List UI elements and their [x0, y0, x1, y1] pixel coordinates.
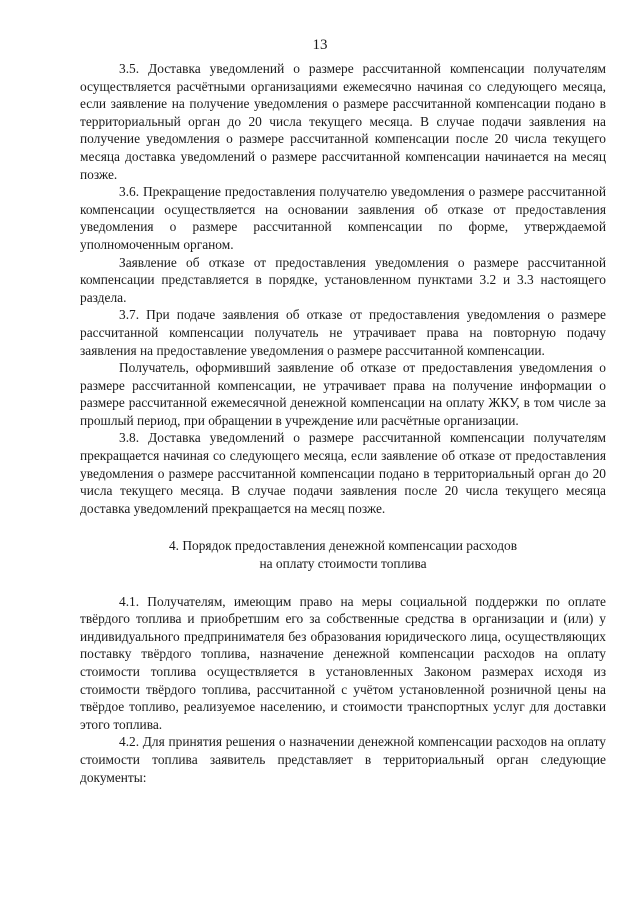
section-heading: [80, 537, 606, 572]
section-heading-line-2: на оплату стоимости топлива: [259, 556, 427, 572]
document-body: [80, 60, 606, 786]
page-number: 13: [312, 37, 328, 53]
paragraph-3-6-refusal: Заявление об отказе от предоставления уведомления о размере рассчитанной компенсации представляется в порядке, установленном пунктами 3.2 и 3.3 настоящего раздела.: [80, 254, 606, 305]
section-heading-line-1: 4. Порядок предоставления денежной компенсации расходов: [168, 538, 518, 554]
paragraph-3-7-recipient: Получатель, оформивший заявление об отказе от предоставления уведомления о размере рассчитанной компенсации, не утрачивает права на получение информации о размере рассчитанной ежемесячной денежной компенсации на оплату ЖКУ, в том числе за прошлый период, при обращении в учреждение или расчётные организации.: [80, 360, 606, 428]
paragraph-3-6: 3.6. Прекращение предоставления получателю уведомления о размере рассчитанной компенсации осуществляется на основании заявления об отказе от предоставления уведомления о размере рассчитанной компенсации по форме, утверждаемой уполномоченным органом.: [80, 184, 606, 252]
paragraph-4-1: 4.1. Получателям, имеющим право на меры социальной поддержки по оплате твёрдого топлива и приобретшим его за собственные средства в организации и (или) у индивидуального предпринимателя без образования юридического лица, осуществляющих поставку твёрдого топлива, назначение денежной компенсации расходов на оплату стоимости топлива осуществляется в установленных Законом размерах исходя из стоимости твёрдого топлива, рассчитанной с учётом установленной розничной цены на твёрдое топливо, реализуемое населению, и стоимости транспортных услуг для доставки этого топлива.: [80, 593, 606, 732]
paragraph-3-8: 3.8. Доставка уведомлений о размере рассчитанной компенсации получателям прекращается начиная со следующего месяца, если заявление об отказе от предоставления уведомления о размере рассчитанной компенсации подано в территориальный орган до 20 числа текущего месяца. В случае подачи заявления после 20 числа текущего месяца доставка уведомлений прекращается на месяц позже.: [80, 430, 606, 516]
paragraph-4-2: 4.2. Для принятия решения о назначении денежной компенсации расходов на оплату стоимости топлива заявитель представляет в территориальный орган следующие документы:: [80, 734, 606, 785]
paragraph-3-7: 3.7. При подаче заявления об отказе от предоставления уведомления о размере рассчитанной компенсации получатель не утрачивает права на повторную подачу заявления на предоставление уведомления о размере рассчитанной компенсации.: [80, 307, 606, 358]
paragraph-3-5: 3.5. Доставка уведомлений о размере рассчитанной компенсации получателям осуществляется расчётными организациями ежемесячно начиная со следующего месяца, если заявление на получение уведомления о размере рассчитанной компенсации подано в территориальный орган до 20 числа текущего месяца. В случае подачи заявления на получение уведомления о размере рассчитанной компенсации после 20 числа текущего месяца доставка уведомлений о размере рассчитанной компенсации начинается на месяц позже.: [80, 61, 606, 182]
